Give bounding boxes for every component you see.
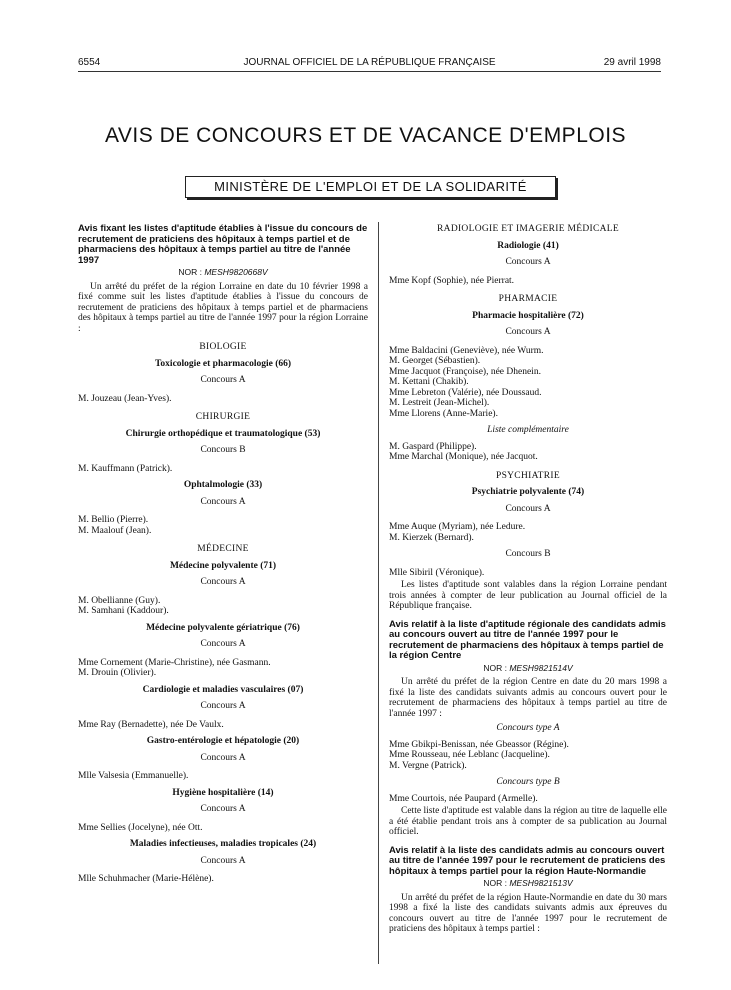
left-column [78,224,368,891]
subspecialty-heading: Radiologie (41) [497,240,559,251]
list-item: M. Lestreit (Jean-Michel). [389,398,490,408]
specialty-sections [78,342,368,885]
list-item: M. Maalouf (Jean). [78,525,152,536]
header-rule [78,71,661,72]
validity-paragraph: Les listes d'aptitude sont valables dans la région Lorraine pendant trois années à compter de leur publication au Journal officiel de la République française. [389,580,667,611]
name-list [389,740,667,772]
list-item: Mlle Valsesia (Emmanuelle). [78,771,189,781]
list-item: M. Gaspard (Philippe). [389,441,477,452]
concours-label: Concours A [200,639,246,649]
concours-label: Concours A [200,701,246,711]
subspecialty-heading: Médecine polyvalente (71) [169,560,277,571]
list-item: Mme Courtois, née Paupard (Armelle). [389,793,538,804]
concours-label: Concours A [200,855,246,866]
list-item: M. Drouin (Olivier). [78,668,157,678]
list-item: Mme Sellies (Jocelyne), née Ott. [78,822,203,833]
issue-date: 29 avril 1998 [603,57,661,68]
journal-name: JOURNAL OFFICIEL DE LA RÉPUBLIQUE FRANÇAISE [243,57,496,68]
list-item: Mme Llorens (Anne-Marie). [389,408,498,419]
list-item: M. Jouzeau (Jean-Yves). [78,393,172,404]
article-intro: Un arrêté du préfet de la région Centre en date du 20 mars 1998 a fixé la liste des candidats suivants admis au concours ouvert pour le recrutement de pharmaciens des hôpitaux à temps partiel au titre de l'année 1997 : [389,677,667,719]
subspecialty-heading: Ophtalmologie (33) [183,480,263,490]
subspecialty-heading: Psychiatrie polyvalente (74) [471,487,585,497]
subspecialty-heading: Toxicologie et pharmacologie (66) [154,358,292,369]
concours-label: Concours A [200,375,246,385]
name-list [389,522,667,543]
validity-paragraph: Cette liste d'aptitude est valable dans la région au titre de laquelle elle a été établie pendant trois ans à compter de sa publication au Journal officiel. [389,806,667,837]
list-item: M. Samhani (Kaddour). [78,606,169,616]
ministry-box: MINISTÈRE DE L'EMPLOI ET DE LA SOLIDARITÉ [185,176,556,198]
list-item: M. Georget (Sébastien). [389,356,481,366]
list-item: M. Kauffmann (Patrick). [78,463,173,474]
name-list [78,874,368,885]
subspecialty-heading: Chirurgie orthopédique et traumatologique (53) [125,428,321,439]
concours-label: Concours A [200,577,246,587]
name-list [78,515,368,536]
concours-label: Concours B [200,445,246,455]
list-item: Mme Marchal (Monique), née Jacquot. [389,452,538,462]
article-title: Avis fixant les listes d'aptitude établies à l'issue du concours de recrutement de praticiens des hôpitaux à temps partiel et de pharmaciens des hôpitaux à temps partiel au titre de l'année 1997 [78,223,368,266]
specialty-heading: PSYCHIATRIE [495,470,560,481]
running-header [78,57,661,71]
nor-reference: NOR : MESH9820668V [178,267,268,277]
name-list [389,442,667,463]
column-divider [378,222,379,964]
name-list [78,464,368,475]
page-title: AVIS DE CONCOURS ET DE VACANCE D'EMPLOIS [104,124,627,147]
list-item: M. Vergne (Patrick). [389,760,467,771]
right-column [389,224,667,939]
concours-label: Concours A [200,804,246,814]
concours-label: Concours A [505,327,551,337]
specialty-heading: MÉDECINE [197,544,249,554]
name-list [78,823,368,834]
name-list [78,658,368,679]
name-list [389,346,667,420]
list-item: Mme Lebreton (Valérie), née Doussaud. [389,387,542,398]
concours-type-label: Concours type A [496,723,560,733]
list-item: Mme Kopf (Sophie), née Pierrat. [389,275,515,286]
subspecialty-heading: Maladies infectieuses, maladies tropicales (24) [129,839,317,849]
list-item: Mme Cornement (Marie-Christine), née Gasmann. [78,657,271,668]
concours-label: Concours A [505,257,551,267]
specialty-heading: BIOLOGIE [199,342,247,352]
subspecialty-heading: Gastro-entérologie et hépatologie (20) [146,736,300,746]
concours-label: Concours B [505,549,551,559]
article-intro: Un arrêté du préfet de la région Haute-Normandie en date du 30 mars 1998 a fixé la liste des candidats suivants admis aux épreuves du concours ouvert au titre de l'année 1997 pour le recrutement de praticiens des hôpitaux à temps partiel : [389,892,667,934]
subspecialty-heading: Hygiène hospitalière (14) [172,787,274,798]
list-item: M. Kierzek (Bernard). [389,532,474,543]
specialty-heading: PHARMACIE [498,294,558,304]
subspecialty-heading: Cardiologie et maladies vasculaires (07) [142,684,304,695]
concours-type-label: Concours type B [496,777,560,787]
specialty-heading: CHIRURGIE [195,412,251,422]
page-number: 6554 [78,57,101,68]
name-list [78,771,368,782]
article-title: Avis relatif à la liste d'aptitude régionale des candidats admis au concours ouvert au titre de l'année 1997 pour le recrutement de pharmaciens des hôpitaux à temps partiel de la région Centre [389,618,666,661]
name-list [389,568,667,579]
concours-label: Concours A [505,503,551,514]
list-item: Mlle Sibiril (Véronique). [389,567,485,578]
name-list [78,596,368,617]
concours-label: Concours A [200,496,246,507]
concours-label: Concours A [200,752,246,763]
list-item: M. Kettani (Chakib). [389,377,469,387]
name-list [389,276,667,287]
article-title: Avis relatif à la liste des candidats admis au concours ouvert au titre de l'année 1997 pour le recrutement de praticiens des hôpitaux à temps partiel pour la région Haute-Normandie [389,844,666,877]
specialty-heading: RADIOLOGIE ET IMAGERIE MÉDICALE [437,224,619,234]
list-item: Mme Gbikpi-Benissan, née Gbeassor (Régine). [389,739,569,750]
list-item: Mme Rousseau, née Leblanc (Jacqueline). [389,750,550,760]
list-item: Mme Jacquot (Françoise), née Dhenein. [389,366,541,377]
list-item: M. Bellio (Pierre). [78,515,149,525]
list-item: Mlle Schuhmacher (Marie-Hélène). [78,874,214,884]
name-list [389,794,667,805]
list-item: Mme Ray (Bernadette), née De Vaulx. [78,719,224,730]
article-intro: Un arrêté du préfet de la région Lorraine en date du 10 février 1998 a fixé comme suit les listes d'aptitude établies à l'issue du concours de recrutement de praticiens des hôpitaux à temps partiel et de pharmaciens des hôpitaux à temps partiel au titre de l'année 1997 pour la région Lorraine : [78,281,368,334]
name-list [78,720,368,731]
list-item: Mme Auque (Myriam), née Ledure. [389,522,526,532]
complementary-list-label: Liste complémentaire [487,425,569,435]
list-item: Mme Baldacini (Geneviève), née Wurm. [389,345,544,356]
nor-reference: NOR : MESH9821513V [483,878,573,888]
subspecialty-heading: Médecine polyvalente gériatrique (76) [146,622,300,633]
list-item: M. Obellianne (Guy). [78,595,161,606]
subspecialty-heading: Pharmacie hospitalière (72) [472,310,584,321]
name-list [78,394,368,405]
nor-reference: NOR : MESH9821514V [483,662,573,673]
